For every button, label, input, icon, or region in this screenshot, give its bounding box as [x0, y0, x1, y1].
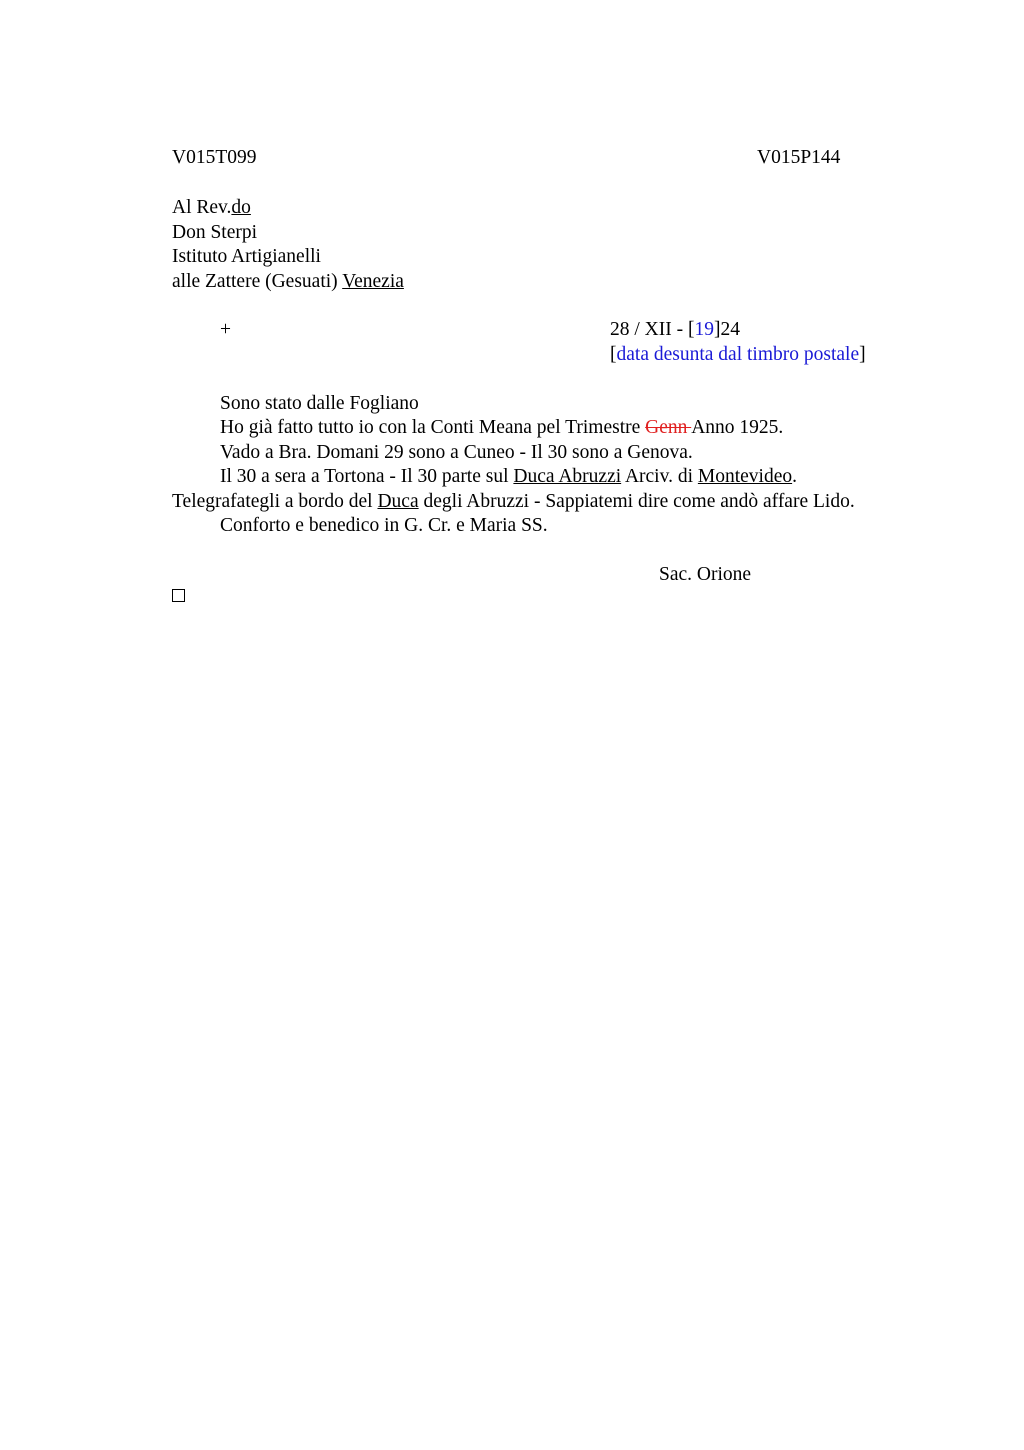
address-line-2: Don Sterpi: [172, 222, 258, 243]
address-line-4-prefix: alle Zattere (Gesuati): [172, 271, 343, 292]
address-line-3: Istituto Artigianelli: [172, 246, 321, 267]
letter-date: [610, 318, 740, 342]
date-note-text: data desunta dal timbro postale: [616, 344, 860, 365]
body-line-3: Vado a Bra. Domani 29 sono a Cuneo - Il 30 sono a Genova.: [220, 442, 693, 463]
end-square-icon: [172, 589, 185, 602]
body-line-4-underlined-2: Montevideo: [697, 466, 793, 487]
signature: Sac. Orione: [659, 564, 752, 585]
body-line-5-underlined: Duca: [377, 491, 419, 512]
address-line-1: [172, 196, 251, 220]
body-line-5: [172, 490, 855, 514]
date-note-close: ]: [859, 344, 866, 365]
date-note-open: [: [610, 344, 617, 365]
body-line-2: [220, 416, 783, 440]
body-line-4-mid: Arciv. di: [621, 466, 698, 487]
date-note: [610, 343, 866, 367]
body-line-6: Conforto e benedico in G. Cr. e Maria SS.: [220, 515, 548, 536]
body-line-2-suffix: Anno 1925.: [691, 417, 784, 438]
body-line-4-prefix: Il 30 a sera a Tortona - Il 30 parte sul: [220, 466, 514, 487]
address-line-4: [172, 270, 404, 294]
body-line-4-suffix: .: [792, 466, 797, 487]
address-line-1-prefix: Al Rev.: [172, 197, 232, 218]
cross-mark: +: [220, 319, 231, 340]
address-line-1-underlined: do: [231, 197, 251, 218]
document-code-right: V015P144: [757, 147, 841, 168]
document-code-left: V015T099: [172, 147, 257, 168]
body-line-1: Sono stato dalle Fogliano: [220, 393, 419, 414]
body-line-5-suffix: degli Abruzzi - Sappiatemi dire come andò affare Lido.: [418, 491, 855, 512]
date-editorial-year: 19: [694, 319, 714, 340]
deleted-text: Genn: [645, 417, 692, 438]
body-line-4-underlined-1: Duca Abruzzi: [513, 466, 622, 487]
date-part-2: ]24: [713, 319, 740, 340]
date-part-1: 28 / XII - [: [610, 319, 695, 340]
body-line-2-prefix: Ho già fatto tutto io con la Conti Meana pel Trimestre: [220, 417, 646, 438]
body-line-4: [220, 465, 797, 489]
address-line-4-underlined: Venezia: [342, 271, 404, 292]
body-line-5-prefix: Telegrafategli a bordo del: [172, 491, 378, 512]
